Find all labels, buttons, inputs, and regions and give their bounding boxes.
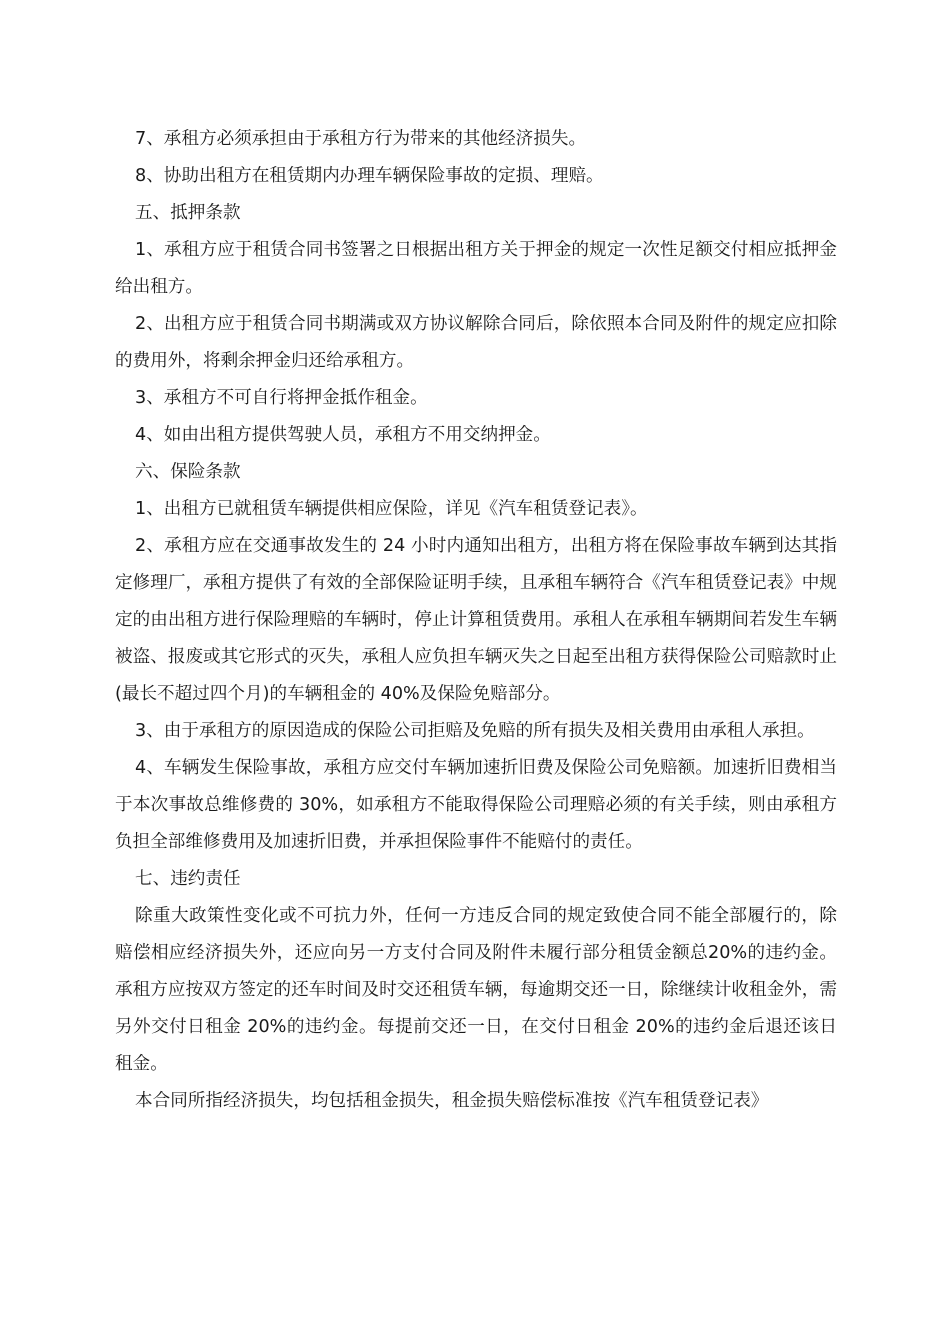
deposit-clause-3: 3、承租方不可自行将押金抵作租金。 bbox=[135, 388, 428, 408]
insurance-clause-3: 3、由于承租方的原因造成的保险公司拒赔及免赔的所有损失及相关费用由承租人承担。 bbox=[135, 721, 815, 741]
breach-clause-economic-loss: 本合同所指经济损失，均包括租金损失，租金损失赔偿标准按《汽车租赁登记表》 bbox=[135, 1091, 769, 1111]
clause-7-liability-other-losses: 7、承租方必须承担由于承租方行为带来的其他经济损失。 bbox=[135, 129, 587, 149]
section-heading-deposit: 五、抵押条款 bbox=[135, 203, 241, 223]
document-body bbox=[115, 121, 837, 1120]
deposit-clause-4: 4、如由出租方提供驾驶人员，承租方不用交纳押金。 bbox=[135, 425, 551, 445]
insurance-clause-4: 4、车辆发生保险事故，承租方应交付车辆加速折旧费及保险公司免赔额。加速折旧费相当于本次事故总维修费的 30%，如承租方不能取得保险公司理赔必须的有关手续，则由承租方负担全部维修费用及加速折旧费，并承担保险事件不能赔付的责任。 bbox=[115, 758, 837, 852]
insurance-clause-2: 2、承租方应在交通事故发生的 24 小时内通知出租方，出租方将在保险事故车辆到达其指定修理厂，承租方提供了有效的全部保险证明手续，且承租车辆符合《汽车租赁登记表》中规定的由出租方进行保险理赔的车辆时，停止计算租赁费用。承租人在承租车辆期间若发生车辆被盗、报废或其它形式的灭失，承租人应负担车辆灭失之日起至出租方获得保险公司赔款时止(最长不超过四个月)的车辆租金的 40%及保险免赔部分。 bbox=[115, 536, 837, 704]
insurance-clause-1: 1、出租方已就租赁车辆提供相应保险，详见《汽车租赁登记表》。 bbox=[135, 499, 648, 519]
deposit-clause-1: 1、承租方应于租赁合同书签署之日根据出租方关于押金的规定一次性足额交付相应抵押金给出租方。 bbox=[115, 240, 837, 297]
section-heading-breach: 七、违约责任 bbox=[135, 869, 241, 889]
clause-8-insurance-assistance: 8、协助出租方在租赁期内办理车辆保险事故的定损、理赔。 bbox=[135, 166, 604, 186]
breach-clause-main: 除重大政策性变化或不可抗力外，任何一方违反合同的规定致使合同不能全部履行的，除赔偿相应经济损失外，还应向另一方支付合同及附件未履行部分租赁金额总20%的违约金。承租方应按双方签定的还车时间及时交还租赁车辆，每逾期交还一日，除继续计收租金外，需另外交付日租金 20%的违约金。每提前交还一日，在交付日租金 20%的违约金后退还该日租金。 bbox=[115, 906, 837, 1074]
deposit-clause-2: 2、出租方应于租赁合同书期满或双方协议解除合同后，除依照本合同及附件的规定应扣除的费用外，将剩余押金归还给承租方。 bbox=[115, 314, 837, 371]
section-heading-insurance: 六、保险条款 bbox=[135, 462, 241, 482]
